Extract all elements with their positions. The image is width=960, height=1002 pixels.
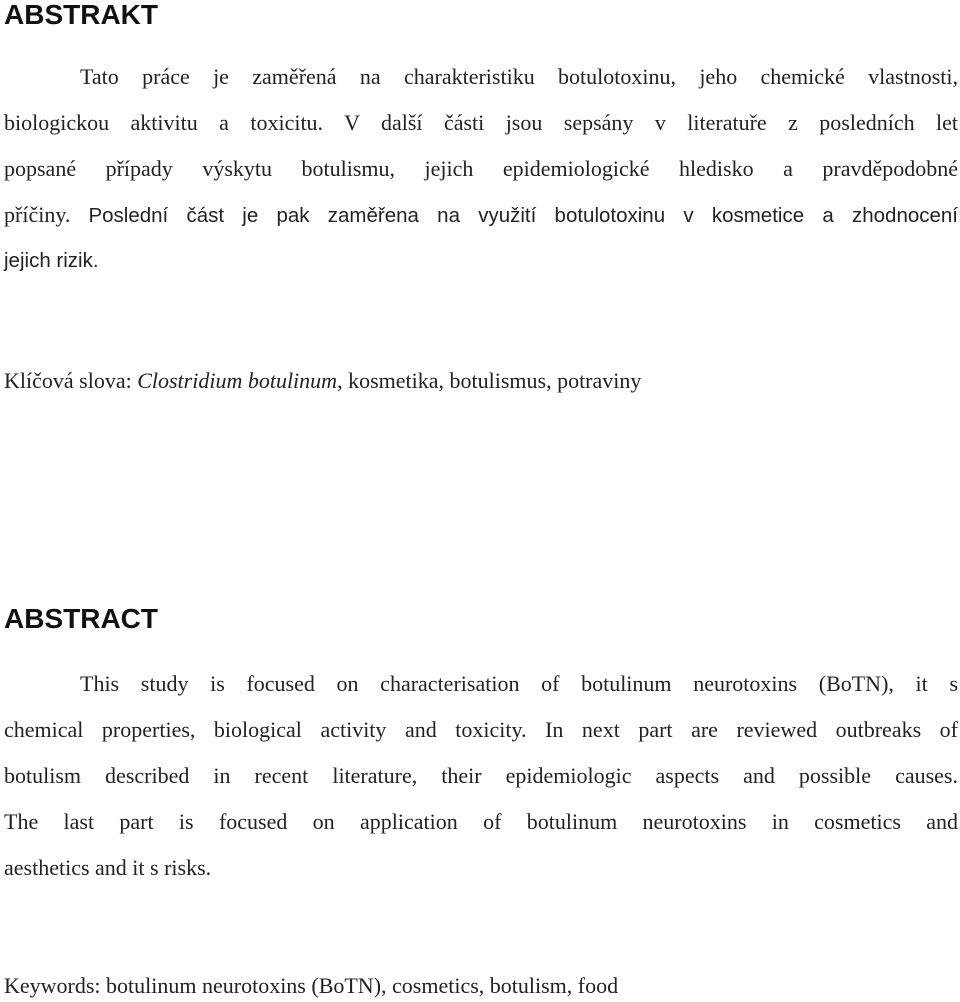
klicova-slova-rest: , kosmetika, botulismus, potraviny — [337, 368, 642, 393]
abstract-line-2: chemical properties, biological activity and toxicity. In next part are reviewed outbreaks of — [4, 717, 958, 742]
abstract-line-3: botulism described in recent literature, their epidemiologic aspects and possible causes. — [4, 763, 958, 788]
klicova-slova-label: Klíčová slova: — [4, 368, 138, 393]
abstrakt-line-1: Tato práce je zaměřená na charakteristiku botulotoxinu, jeho chemické vlastnosti, — [80, 64, 958, 89]
abstrakt-line-3: popsané případy výskytu botulismu, jejich epidemiologické hledisko a pravděpodobné — [4, 156, 958, 181]
abstrakt-line-4a: příčiny. — [4, 202, 71, 227]
abstrakt-line-5: jejich rizik. — [4, 249, 99, 272]
abstrakt-line-4 — [4, 192, 958, 238]
abstract-heading: ABSTRACT — [4, 603, 158, 634]
klicova-slova-italic: Clostridium botulinum — [137, 368, 338, 393]
abstract-line-1: This study is focused on characterisation of botulinum neurotoxins (BoTN), it s — [80, 671, 958, 696]
abstract-line-5: aesthetics and it s risks. — [4, 855, 212, 880]
abstract-line-4: The last part is focused on application of botulinum neurotoxins in cosmetics and — [4, 809, 958, 834]
klicova-slova — [4, 366, 641, 396]
abstrakt-paragraph — [4, 54, 958, 284]
abstrakt-line-2: biologickou aktivitu a toxicitu. V další části jsou sepsány v literatuře z posledních let — [4, 110, 958, 135]
abstrakt-heading: ABSTRAKT — [4, 0, 158, 30]
keywords: Keywords: botulinum neurotoxins (BoTN), cosmetics, botulism, food — [4, 973, 619, 998]
abstrakt-line-4b: Poslední část je pak zaměřena na využití botulotoxinu v kosmetice a zhodnocení — [88, 204, 958, 227]
abstract-paragraph — [4, 661, 958, 891]
